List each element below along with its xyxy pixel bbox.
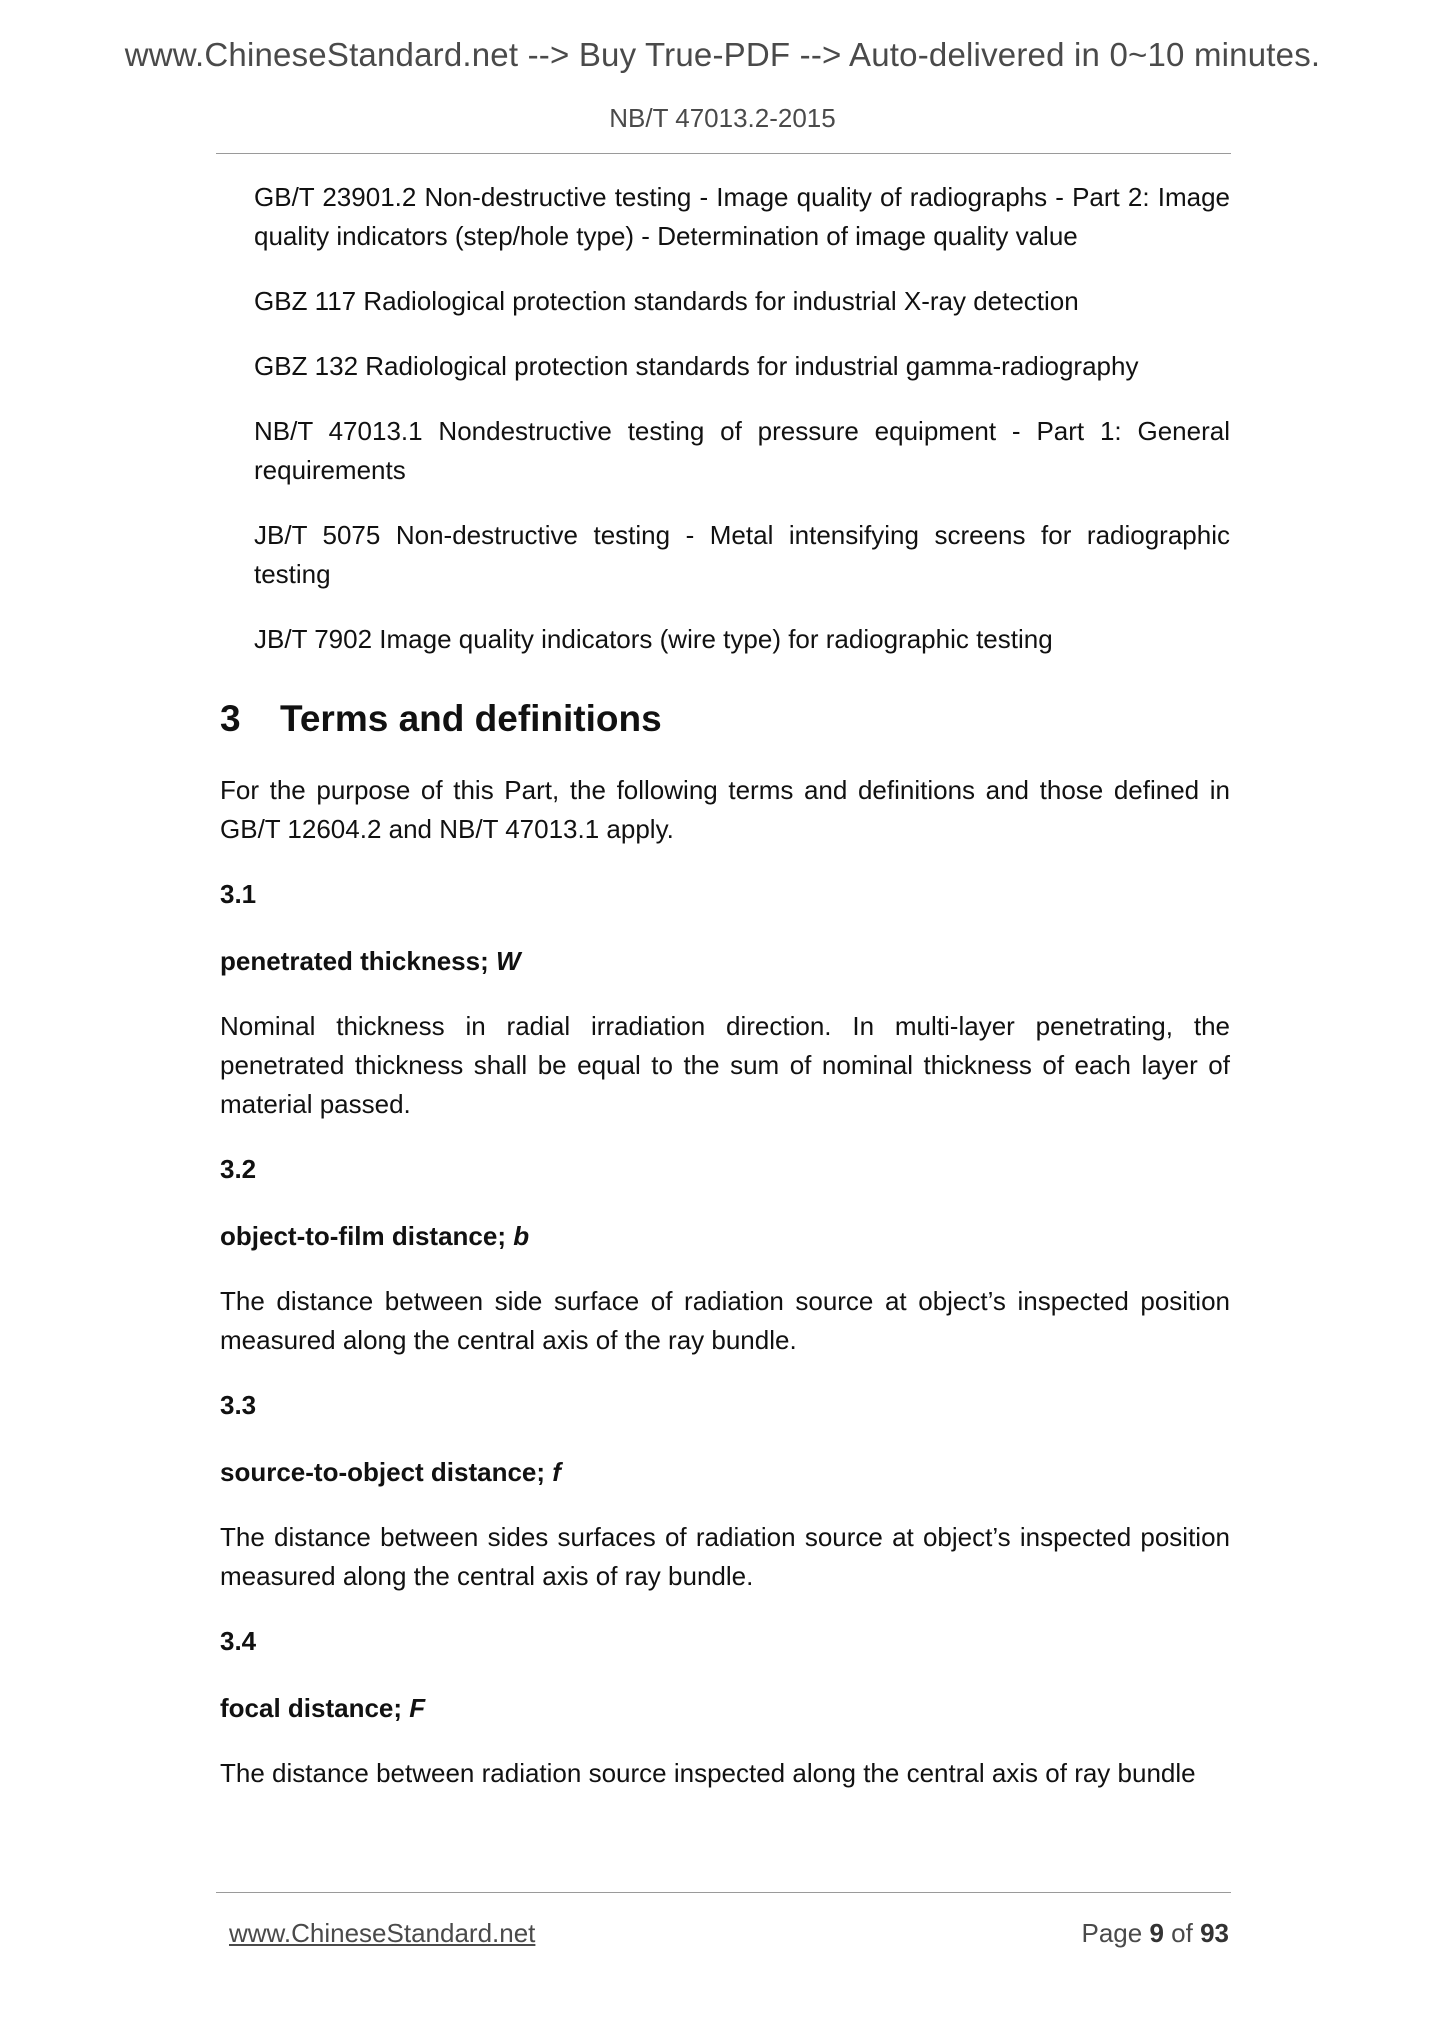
term-label: object-to-film distance; <box>220 1221 507 1251</box>
reference-item: GBZ 132 Radiological protection standards for industrial gamma-radiography <box>254 351 1139 381</box>
page-current: 9 <box>1149 1918 1164 1948</box>
header-divider <box>216 153 1231 154</box>
term-label: focal distance; <box>220 1693 403 1723</box>
reference-item: GB/T 23901.2 Non-destructive testing - Image quality of radiographs - Part 2: Image quality indicators (step/hole type) - Determination of image quality value <box>254 182 1230 251</box>
term-definition: The distance between radiation source inspected along the central axis of ray bundle <box>220 1758 1196 1788</box>
reference-item: GBZ 117 Radiological protection standards for industrial X-ray detection <box>254 286 1079 316</box>
term-name <box>220 1217 1230 1256</box>
footer-website-link[interactable]: www.ChineseStandard.net <box>229 1918 536 1948</box>
term-name <box>220 942 1230 981</box>
section-intro: For the purpose of this Part, the following terms and definitions and those defined in GB/T 12604.2 and NB/T 47013.1 apply. <box>220 775 1230 844</box>
term-name <box>220 1453 1230 1492</box>
reference-item: JB/T 5075 Non-destructive testing - Metal intensifying screens for radiographic testing <box>254 520 1230 589</box>
term-definition: Nominal thickness in radial irradiation direction. In multi-layer penetrating, the penetrated thickness shall be equal to the sum of nominal thickness of each layer of material passed. <box>220 1011 1230 1119</box>
term-definition: The distance between sides surfaces of radiation source at object’s inspected position measured along the central axis of ray bundle. <box>220 1522 1230 1591</box>
term-name <box>220 1689 1230 1728</box>
term-number: 3.1 <box>220 879 257 909</box>
term-symbol: F <box>409 1693 426 1723</box>
page-word: Page <box>1081 1918 1143 1948</box>
term-number: 3.2 <box>220 1154 257 1184</box>
term-label: penetrated thickness; <box>220 946 489 976</box>
reference-item: JB/T 7902 Image quality indicators (wire type) for radiographic testing <box>254 624 1053 654</box>
document-code: NB/T 47013.2-2015 <box>609 103 836 133</box>
term-label: source-to-object distance; <box>220 1457 546 1487</box>
footer-divider <box>216 1892 1231 1893</box>
term-symbol: b <box>513 1221 530 1251</box>
section-number: 3 <box>220 698 241 739</box>
term-number: 3.4 <box>220 1626 257 1656</box>
reference-item: NB/T 47013.1 Nondestructive testing of pressure equipment - Part 1: General requirements <box>254 416 1230 485</box>
page-total: 93 <box>1200 1918 1229 1948</box>
term-symbol: f <box>552 1457 561 1487</box>
page-content <box>220 178 1230 1819</box>
term-definition: The distance between side surface of radiation source at object’s inspected position measured along the central axis of the ray bundle. <box>220 1286 1230 1355</box>
term-symbol: W <box>495 946 521 976</box>
page-indicator <box>1081 1918 1229 1949</box>
section-title: Terms and definitions <box>280 698 662 739</box>
page-of: of <box>1171 1918 1193 1948</box>
section-heading <box>220 697 1230 741</box>
top-banner[interactable]: www.ChineseStandard.net --> Buy True-PDF --> Auto-delivered in 0~10 minutes. <box>124 36 1321 73</box>
term-number: 3.3 <box>220 1390 257 1420</box>
